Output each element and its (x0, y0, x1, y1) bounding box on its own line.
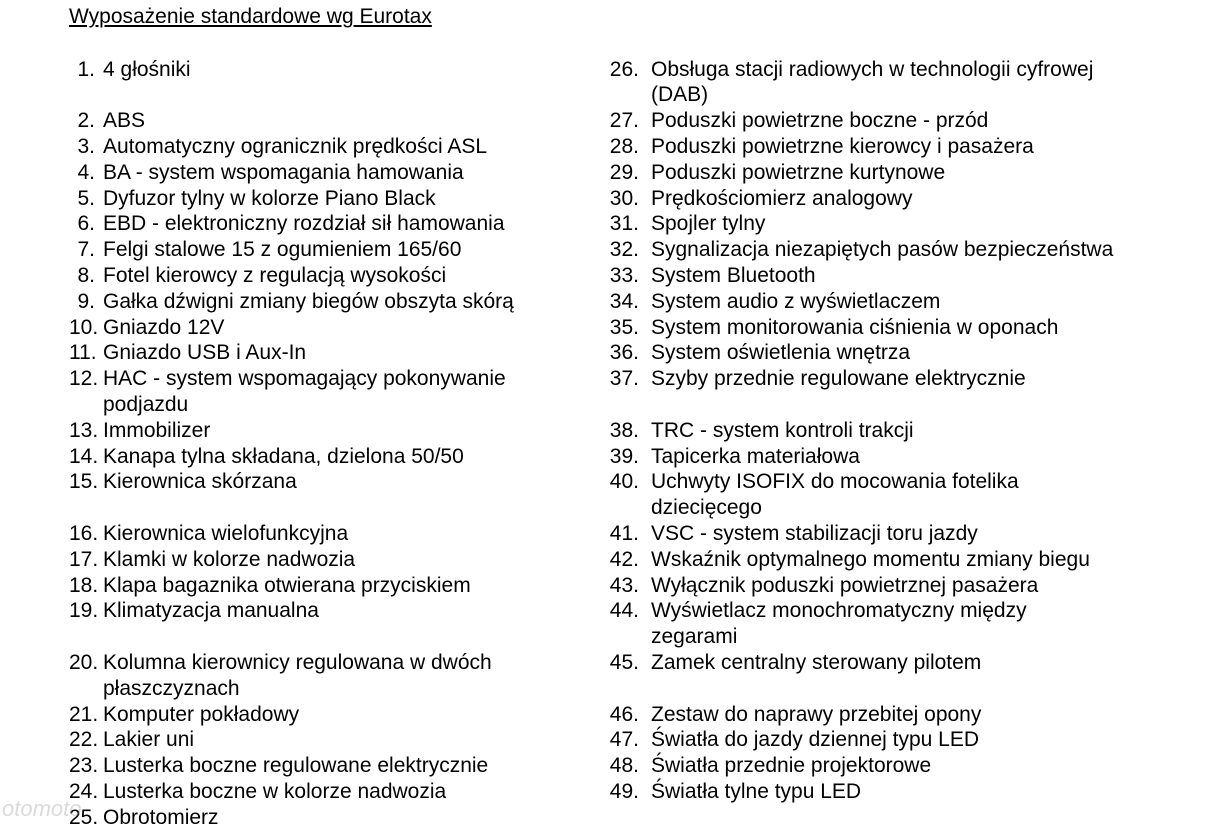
list-item-text: System Bluetooth (651, 263, 816, 287)
list-item-text: Szyby przednie regulowane elektrycznie (651, 367, 1026, 391)
list-item-number: 1. (77, 57, 95, 81)
list-item-number: 24. (69, 779, 99, 803)
list-item-text: Klimatyzacja manualna (103, 599, 319, 623)
list-item-text: System monitorowania ciśnienia w oponach (651, 315, 1059, 339)
list-item-number: 40. (609, 470, 639, 494)
list-item-text: Automatyczny ogranicznik prędkości ASL (103, 134, 488, 158)
list-item-number: 46. (609, 702, 639, 726)
list-item-number: 4. (77, 160, 95, 184)
list-item-text: Gniazdo USB i Aux-In (103, 341, 307, 365)
list-item-number: 7. (77, 238, 95, 262)
list-item-number: 17. (69, 547, 99, 571)
list-item-number: 9. (77, 289, 95, 313)
list-item-number: 14. (69, 444, 99, 468)
list-item-text: Gałka dźwigni zmiany biegów obszyta skórą (103, 289, 514, 313)
list-item-number: 6. (77, 212, 95, 236)
list-item-text: Dyfuzor tylny w kolorze Piano Black (103, 186, 436, 210)
list-item-text: Kierownica skórzana (103, 470, 297, 494)
list-item-number: 12. (69, 367, 99, 391)
list-item-number: 36. (609, 341, 639, 365)
list-item-number: 47. (609, 728, 639, 752)
list-item-text: płaszczyznach (103, 676, 240, 700)
list-item-text: Wyłącznik poduszki powietrznej pasażera (651, 573, 1039, 597)
list-item-text: Kierownica wielofunkcyjna (103, 521, 349, 545)
list-item-text: Zestaw do naprawy przebitej opony (651, 702, 982, 726)
list-item-text: podjazdu (103, 392, 189, 416)
list-item-text: Prędkościomierz analogowy (651, 186, 913, 210)
document-title: Wyposażenie standardowe wg Eurotax (69, 5, 432, 28)
list-item-number: 26. (609, 57, 639, 81)
list-item-number: 2. (77, 109, 95, 133)
list-item-text: Poduszki powietrzne kierowcy i pasażera (651, 134, 1034, 158)
list-item-text: Wskaźnik optymalnego momentu zmiany biegu (651, 547, 1090, 571)
list-item-text: Spojler tylny (651, 212, 766, 236)
list-item-text: Gniazdo 12V (103, 315, 225, 339)
list-item-number: 39. (609, 444, 639, 468)
list-item-number: 11. (69, 341, 97, 365)
list-item-text: BA - system wspomagania hamowania (103, 160, 464, 184)
list-item-text: 4 głośniki (103, 57, 191, 81)
list-item-number: 45. (609, 650, 639, 674)
list-item-text: Immobilizer (103, 418, 211, 442)
list-item-number: 18. (69, 573, 99, 597)
watermark: otomoto (2, 796, 82, 821)
list-item-text: Klamki w kolorze nadwozia (103, 547, 356, 571)
list-item-text: System audio z wyświetlaczem (651, 289, 941, 313)
list-item-text: VSC - system stabilizacji toru jazdy (651, 521, 978, 545)
list-item-number: 34. (609, 289, 639, 313)
list-item-text: Poduszki powietrzne boczne - przód (651, 109, 989, 133)
list-item-text: Sygnalizacja niezapiętych pasów bezpieczeństwa (651, 238, 1114, 262)
list-item-number: 38. (609, 418, 639, 442)
list-item-number: 15. (69, 470, 99, 494)
list-item-text: Fotel kierowcy z regulacją wysokości (103, 263, 447, 287)
list-item-number: 5. (77, 186, 95, 210)
list-item-number: 33. (609, 263, 639, 287)
list-item-text: Obsługa stacji radiowych w technologii cyfrowej (651, 57, 1094, 81)
list-item-text: Światła tylne typu LED (651, 779, 862, 803)
list-item-text: TRC - system kontroli trakcji (651, 418, 914, 442)
list-item-number: 23. (69, 754, 99, 778)
list-item-text: Komputer pokładowy (103, 702, 300, 726)
list-item-number: 22. (69, 728, 99, 752)
list-item-number: 19. (69, 599, 99, 623)
list-item-text: Wyświetlacz monochromatyczny między (651, 599, 1027, 623)
list-item-text: Światła do jazdy dziennej typu LED (651, 728, 980, 752)
list-item-number: 32. (609, 238, 639, 262)
list-item-number: 43. (609, 573, 639, 597)
list-item-text: System oświetlenia wnętrza (651, 341, 911, 365)
list-item-text: HAC - system wspomagający pokonywanie (103, 367, 506, 391)
list-item-text: Zamek centralny sterowany pilotem (651, 650, 982, 674)
list-item-number: 16. (69, 521, 99, 545)
list-item-number: 8. (77, 263, 95, 287)
list-item-number: 30. (609, 186, 639, 210)
list-item-number: 41. (609, 521, 639, 545)
list-item-number: 48. (609, 754, 639, 778)
list-item-text: dziecięcego (651, 496, 762, 520)
list-item-number: 10. (69, 315, 99, 339)
list-item-number: 3. (77, 134, 95, 158)
list-item-text: Światła przednie projektorowe (651, 754, 932, 778)
list-item-text: Poduszki powietrzne kurtynowe (651, 160, 946, 184)
list-item-number: 29. (609, 160, 639, 184)
list-item-number: 21. (69, 702, 99, 726)
list-item-text: Lusterka boczne regulowane elektrycznie (103, 754, 489, 778)
list-item-number: 49. (609, 779, 639, 803)
list-item-number: 37. (609, 367, 639, 391)
list-item-text: EBD - elektroniczny rozdział sił hamowania (103, 212, 505, 236)
list-item-text: Lusterka boczne w kolorze nadwozia (103, 779, 447, 803)
list-item-text: Uchwyty ISOFIX do mocowania fotelika (651, 470, 1019, 494)
list-item-number: 42. (609, 547, 639, 571)
list-item-text: Kanapa tylna składana, dzielona 50/50 (103, 444, 464, 468)
list-item-text: (DAB) (651, 83, 709, 107)
list-item-text: Felgi stalowe 15 z ogumieniem 165/60 (103, 238, 462, 262)
list-item-number: 35. (609, 315, 639, 339)
list-item-text: Lakier uni (103, 728, 195, 752)
list-item-text: Klapa bagaznika otwierana przyciskiem (103, 573, 471, 597)
list-item-text: Tapicerka materiałowa (651, 444, 860, 468)
list-item-text: zegarami (651, 625, 738, 649)
list-item-number: 27. (609, 109, 639, 133)
list-item-number: 44. (609, 599, 639, 623)
list-item-text: Obrotomierz (103, 805, 219, 829)
list-item-text: Kolumna kierownicy regulowana w dwóch (103, 650, 492, 674)
list-item-number: 20. (69, 650, 99, 674)
list-item-number: 28. (609, 134, 639, 158)
list-item-number: 13. (69, 418, 99, 442)
list-item-text: ABS (103, 109, 146, 133)
list-item-number: 25. (69, 805, 99, 829)
list-item-number: 31. (609, 212, 639, 236)
